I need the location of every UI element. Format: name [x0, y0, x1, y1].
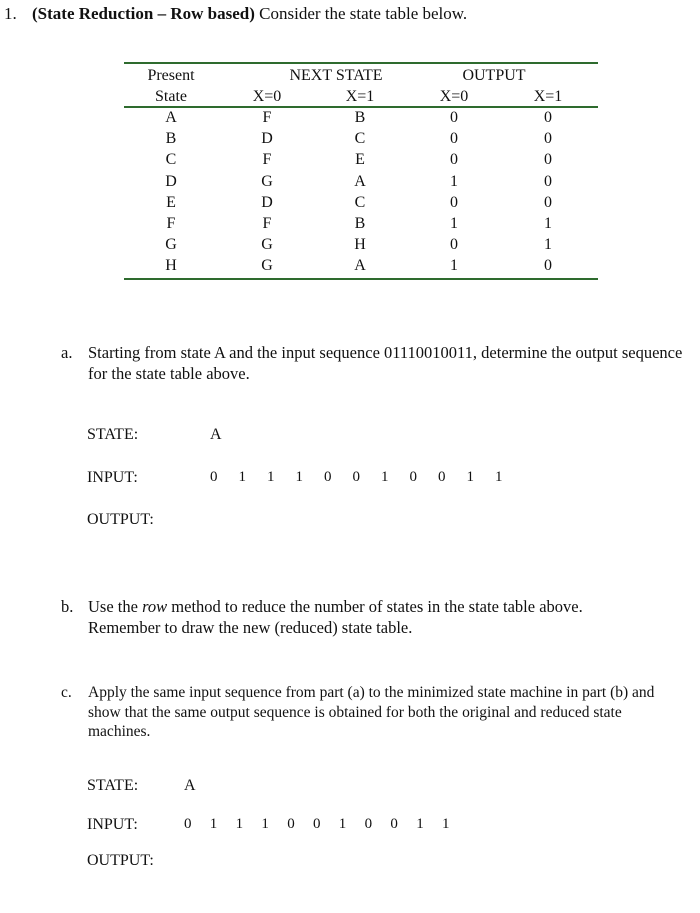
table-cell-out-x0: 1	[450, 215, 458, 232]
table-cell-next-x1: C	[354, 193, 366, 211]
state-table	[124, 62, 598, 282]
part-a-state-value: A	[210, 426, 222, 443]
header-present: Present	[147, 67, 195, 84]
part-c-input-digit: 1	[442, 816, 450, 832]
question-title-bold: (State Reduction – Row based)	[32, 4, 255, 23]
table-cell-present-state: H	[165, 257, 177, 275]
part-c-input-label: INPUT:	[87, 816, 138, 833]
part-a-input-digit: 0	[438, 469, 446, 485]
part-b-text	[88, 596, 648, 638]
part-a-text: Starting from state A and the input sequence 01110010011, determine the output sequence for the state table above.	[88, 343, 683, 383]
question-number: 1.	[4, 4, 17, 23]
table-cell-out-x1: 0	[544, 109, 552, 126]
header-state: State	[155, 88, 187, 105]
part-a-input-digit: 0	[210, 469, 218, 485]
part-c-input-digit: 0	[184, 816, 192, 832]
table-cell-out-x0: 0	[450, 109, 458, 126]
header-next-x0: X=0	[252, 88, 282, 105]
part-a-input-digit: 1	[238, 469, 246, 485]
table-cell-next-x0: G	[261, 172, 273, 190]
part-c-output-label: OUTPUT:	[87, 852, 154, 869]
table-cell-out-x1: 0	[544, 257, 552, 275]
part-c-state-label: STATE:	[87, 777, 139, 794]
table-cell-next-x0: D	[261, 130, 273, 148]
part-a	[61, 342, 691, 386]
part-c-input-digit: 1	[261, 816, 269, 832]
table-cell-next-x0: F	[262, 215, 272, 232]
question-title-rest: Consider the state table below.	[254, 4, 468, 23]
table-cell-out-x0: 0	[450, 151, 458, 169]
table-cell-out-x0: 1	[450, 257, 458, 275]
table-cell-out-x0: 0	[450, 193, 458, 211]
part-b	[61, 596, 691, 640]
part-a-input-digit: 1	[466, 469, 474, 485]
header-out-x0: X=0	[439, 88, 469, 105]
part-b-text-after: method to reduce the number of states in the state table above. Remember to draw the new (reduced) state table.	[88, 597, 583, 637]
part-c-input-digit: 0	[390, 816, 398, 832]
table-cell-next-x1: H	[354, 236, 366, 254]
table-cell-out-x1: 0	[544, 193, 552, 211]
part-c	[61, 683, 691, 747]
part-a-input-digit: 1	[495, 469, 503, 485]
table-cell-next-x1: C	[354, 130, 366, 148]
part-a-input-digit: 0	[409, 469, 417, 485]
table-cell-present-state: G	[165, 236, 177, 254]
table-cell-next-x0: F	[262, 109, 272, 126]
table-cell-present-state: C	[165, 151, 177, 169]
part-a-output-label: OUTPUT:	[87, 511, 154, 528]
part-a-input-digit: 1	[267, 469, 275, 485]
table-cell-present-state: E	[166, 193, 176, 211]
header-next-x1: X=1	[345, 88, 375, 105]
part-b-text-italic: row	[142, 597, 168, 616]
table-cell-out-x1: 0	[544, 130, 552, 148]
part-c-label: c.	[61, 684, 72, 701]
table-bottom-rule	[124, 278, 598, 280]
table-cell-next-x0: F	[262, 151, 272, 169]
table-cell-out-x1: 0	[544, 172, 552, 190]
question-heading	[4, 4, 467, 24]
part-a-label: a.	[61, 343, 73, 362]
part-a-state-label: STATE:	[87, 426, 139, 443]
part-a-input-digit: 0	[324, 469, 332, 485]
table-cell-out-x1: 1	[544, 215, 552, 232]
part-c-input-digit: 1	[235, 816, 244, 832]
table-cell-next-x1: B	[354, 109, 366, 126]
table-cell-next-x1: B	[354, 215, 366, 232]
table-cell-out-x0: 0	[450, 130, 458, 148]
table-cell-present-state: D	[165, 172, 177, 190]
part-c-input-digit: 0	[364, 816, 373, 832]
part-a-input-label: INPUT:	[87, 469, 138, 486]
table-cell-out-x1: 1	[544, 236, 552, 254]
header-next-state: NEXT STATE	[289, 67, 383, 84]
part-a-input-digit: 1	[381, 469, 389, 485]
table-cell-present-state: A	[165, 109, 177, 126]
part-b-text-before: Use the	[88, 597, 143, 616]
part-c-input-digit: 0	[313, 816, 321, 832]
table-cell-out-x1: 0	[544, 151, 552, 169]
table-cell-next-x0: G	[261, 236, 273, 254]
table-cell-next-x0: D	[261, 193, 273, 211]
table-cell-next-x1: E	[355, 151, 365, 169]
part-a-input-digit: 1	[295, 469, 303, 485]
header-out-x1: X=1	[533, 88, 563, 105]
part-c-input-digit: 1	[416, 816, 424, 832]
part-b-label: b.	[61, 597, 74, 616]
table-top-rule	[124, 62, 598, 64]
table-cell-out-x0: 0	[450, 236, 458, 254]
part-c-text: Apply the same input sequence from part (a) to the minimized state machine in part (b) and show that the same output sequence is obtained for both the original and reduced state machines.	[88, 684, 655, 740]
part-c-input-digit: 0	[287, 816, 295, 832]
part-c-input-digit: 1	[338, 816, 347, 832]
table-cell-next-x1: A	[354, 172, 366, 190]
table-cell-out-x0: 1	[450, 172, 458, 190]
part-c-state-value: A	[184, 777, 196, 794]
table-cell-present-state: F	[166, 215, 176, 232]
table-cell-present-state: B	[165, 130, 177, 148]
header-output: OUTPUT	[462, 67, 526, 84]
table-cell-next-x1: A	[354, 257, 366, 275]
part-c-input-digit: 1	[209, 816, 218, 832]
table-cell-next-x0: G	[261, 257, 273, 275]
part-a-input-digit: 0	[352, 469, 360, 485]
table-header-rule	[124, 106, 598, 108]
